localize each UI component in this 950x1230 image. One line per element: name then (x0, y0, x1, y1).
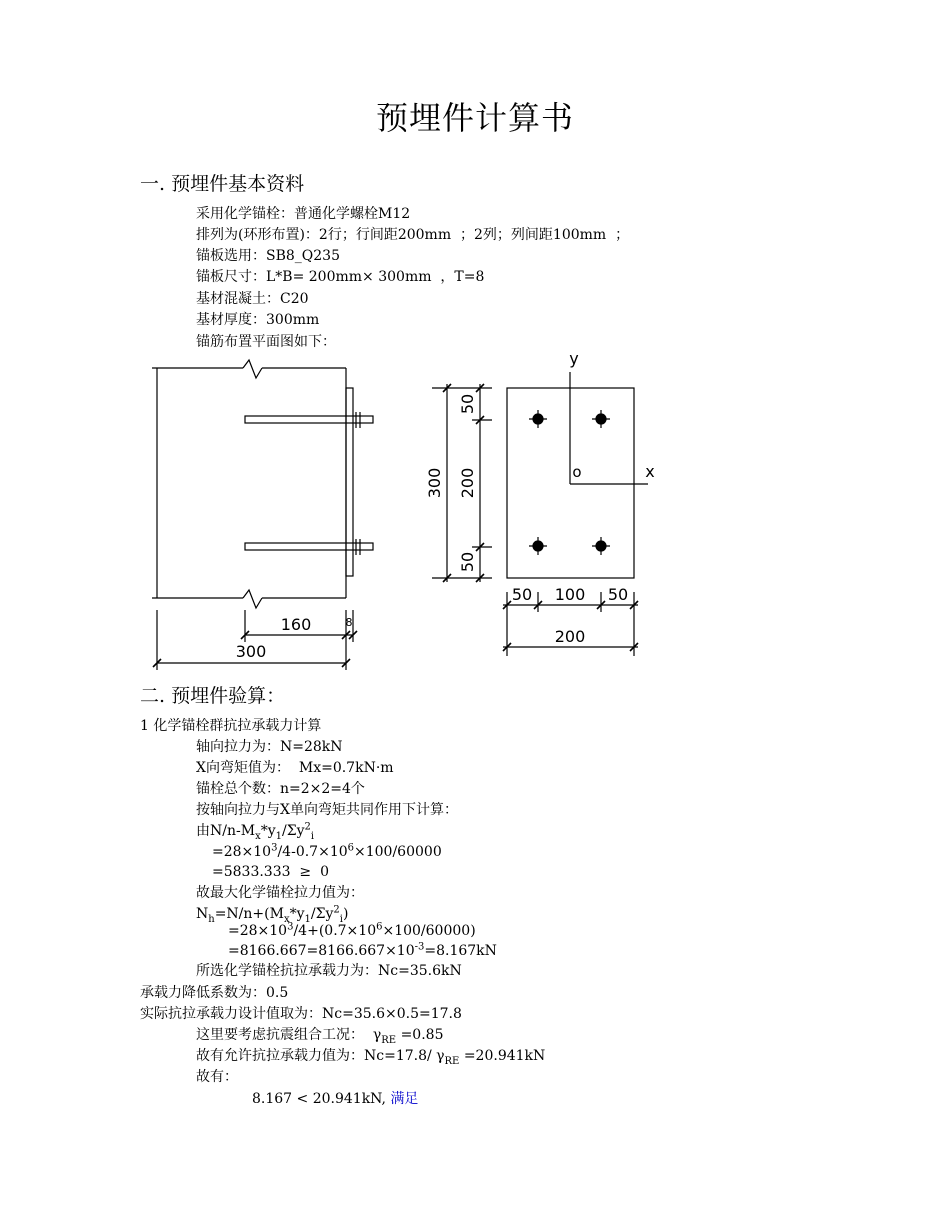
formula-min-substitution: $=28\times 10^3/4-0.7\times 10^6\times 100/60000$ (212, 842, 442, 860)
moment-line: X向弯矩值为： Mx=0.7kN·m (196, 760, 394, 776)
check-result-line (252, 1090, 418, 1108)
combined-action-line: 按轴向拉力与X单向弯矩共同作用下计算： (196, 802, 458, 818)
dim-v-top-label: 50 (458, 393, 477, 415)
dim-h-total-label: 200 (554, 627, 586, 646)
section1-heading: 一. 预埋件基本资料 (140, 173, 305, 195)
arrangement-line: 排列为(环形布置)：2行；行间距200mm ；2列；列间距100mm ； (196, 227, 630, 243)
dim-v-mid-label: 200 (458, 467, 477, 499)
formula-max-result: $=8166.667=8166.667\times 10^{-3}=8.167kN$ (228, 941, 497, 959)
seismic-factor-line: 这里要考虑抗震组合工况： $\gamma_{RE} =0.85$ (196, 1027, 444, 1046)
allowed-capacity-line: 故有允许抗拉承载力值为：Nc=17.8/ $\gamma_{RE} =20.941kN$ (196, 1048, 546, 1067)
formula-max-substitution: $=28\times 10^3/4+(0.7\times 10^6\times 100/60000)$ (228, 921, 476, 939)
capacity-line: 所选化学锚栓抗拉承载力为：Nc=35.6kN (196, 963, 462, 979)
bolt-count-line: 锚栓总个数：n=2×2=4个 (196, 781, 365, 797)
section2-heading: 二. 预埋件验算： (140, 685, 286, 707)
axis-y-label: y (569, 349, 579, 368)
plate-size-line: 锚板尺寸：L*B= 200mm× 300mm ，T=8 (196, 269, 485, 285)
thickness-line: 基材厚度：300mm (196, 312, 320, 328)
dim-h-right-label: 50 (607, 585, 629, 604)
conclusion-label: 故有： (196, 1069, 238, 1085)
dim-h-left-label: 50 (511, 585, 533, 604)
origin-label: o (572, 463, 582, 481)
layout-caption: 锚筋布置平面图如下： (196, 334, 336, 350)
dim-h-mid-label: 100 (554, 585, 586, 604)
reduction-factor-line: 承载力降低系数为：0.5 (140, 985, 289, 1001)
dim-300-side-label: 300 (235, 642, 267, 661)
dim-8-label: 8 (345, 616, 353, 629)
design-capacity-line: 实际抗拉承载力设计值取为：Nc=35.6×0.5=17.8 (140, 1006, 462, 1022)
check-inequality: 8.167 < 20.941kN, (252, 1091, 386, 1107)
plate-grade-line: 锚板选用：SB8_Q235 (196, 248, 340, 264)
dim-v-bot-label: 50 (458, 551, 477, 573)
anchor-type-line: 采用化学锚栓：普通化学螺栓M12 (196, 206, 411, 222)
side-section-view (152, 360, 373, 670)
satisfied-status: 满足 (390, 1091, 419, 1107)
concrete-line: 基材混凝土：C20 (196, 291, 309, 307)
max-tension-label: 故最大化学锚栓拉力值为： (196, 885, 364, 901)
document-title: 预埋件计算书 (375, 99, 574, 137)
formula-max-expression: $N_h=N/n+(M_x*y_1/\Sigma y^2_i)$ (196, 904, 349, 925)
axial-force-line: 轴向拉力为：N=28kN (196, 739, 343, 755)
subsection-title: 1 化学锚栓群抗拉承载力计算 (140, 718, 322, 734)
formula-min-expression: 由$N/n-M_x*y_1/\Sigma y^2_i$ (196, 821, 315, 842)
dim-160-label: 160 (280, 615, 312, 634)
dim-v-total-label: 300 (425, 467, 444, 499)
formula-min-result: =5833.333 ≥ 0 (212, 864, 329, 880)
axis-x-label: x (645, 462, 655, 481)
